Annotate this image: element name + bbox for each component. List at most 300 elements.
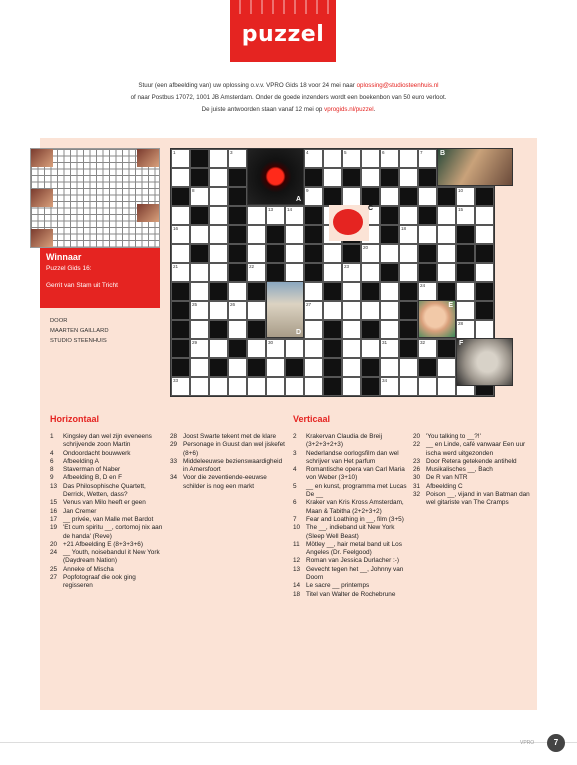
grid-block (190, 206, 209, 225)
clue-number: 6 (293, 499, 297, 507)
grid-cell[interactable] (304, 149, 323, 168)
grid-block (456, 263, 475, 282)
winner-name: Gerrit van Stam uit Tricht (46, 282, 118, 289)
grid-cell[interactable] (418, 377, 437, 396)
clue-number: 25 (50, 565, 58, 573)
puzzle-site-link[interactable]: vprogids.nl/puzzel (324, 106, 374, 113)
vertical-heading: Verticaal (293, 414, 331, 424)
grid-block (323, 282, 342, 301)
grid-cell[interactable] (380, 244, 399, 263)
grid-cell[interactable] (399, 244, 418, 263)
grid-cell[interactable] (437, 225, 456, 244)
grid-cell[interactable] (475, 263, 494, 282)
clue-text: __ en kunst, programma met Lucas De __ (306, 482, 407, 499)
photo-label-d: D (295, 329, 301, 336)
clue-item (413, 458, 533, 466)
grid-cell[interactable] (437, 244, 456, 263)
grid-block (304, 244, 323, 263)
grid-cell[interactable] (418, 187, 437, 206)
clue-text: Kingsley dan wel zijn eveneens schrijvende zoon Martin (63, 433, 152, 449)
grid-cell[interactable] (285, 339, 304, 358)
photo-label-b: B (440, 150, 446, 157)
grid-cell[interactable] (228, 149, 247, 168)
clue-number: 23 (344, 264, 350, 269)
grid-cell[interactable] (190, 320, 209, 339)
clue-item (293, 466, 408, 483)
clue-text: Kraker van Kris Kross Amsterdam, Maan & Tabitha (2+2+3+2) (306, 499, 404, 515)
grid-cell[interactable] (342, 377, 361, 396)
grid-block (266, 244, 285, 263)
clue-item (293, 566, 408, 583)
grid-block (209, 358, 228, 377)
grid-cell[interactable] (380, 149, 399, 168)
clue-number: 10 (293, 524, 301, 532)
grid-block (418, 206, 437, 225)
grid-block (247, 282, 266, 301)
grid-block (323, 320, 342, 339)
grid-cell[interactable] (247, 301, 266, 320)
clue-number: 12 (293, 557, 301, 565)
grid-block (361, 358, 380, 377)
clue-item (293, 582, 408, 590)
clue-text: Afbeelding A (63, 457, 99, 465)
red-logo-icon (333, 209, 363, 235)
clue-number: 3 (230, 150, 233, 155)
grid-block (342, 244, 361, 263)
clue-number: 34 (170, 474, 178, 482)
grid-cell[interactable] (456, 301, 475, 320)
grid-block (380, 225, 399, 244)
clue-text: Nederlandse oorlogsfilm dan wel schrijver van Het parfum (306, 449, 399, 465)
grid-cell[interactable] (285, 244, 304, 263)
puzzel-logo: puzzel (230, 0, 336, 62)
grid-block (228, 263, 247, 282)
grid-cell[interactable] (418, 149, 437, 168)
grid-cell[interactable] (228, 282, 247, 301)
previous-photo (137, 149, 159, 167)
clue-number: 24 (420, 283, 426, 288)
vertical-clues-col2 (413, 433, 533, 508)
footer-source: VPRO (520, 740, 535, 746)
grid-block (171, 282, 190, 301)
clue-number: 23 (413, 457, 421, 465)
instructions (40, 80, 537, 116)
grid-cell[interactable] (380, 339, 399, 358)
clue-number: 6 (382, 150, 385, 155)
grid-cell[interactable] (190, 301, 209, 320)
clue-text: 'You talking to __?!' (426, 433, 481, 440)
clue-number: 8 (192, 188, 195, 193)
clue-item (50, 566, 165, 574)
grid-block (323, 377, 342, 396)
clue-number: 33 (173, 378, 179, 383)
grid-block (361, 282, 380, 301)
instructions-line2: of naar Postbus 17072, 1001 JB Amsterdam. Onder de goede inzenders wordt een boekenbon van 50 euro verloot. (130, 94, 447, 101)
grid-block (266, 263, 285, 282)
grid-block (190, 244, 209, 263)
grid-cell[interactable] (361, 339, 380, 358)
grid-cell[interactable] (456, 187, 475, 206)
grid-cell[interactable] (380, 358, 399, 377)
grid-block (418, 168, 437, 187)
grid-cell[interactable] (171, 377, 190, 396)
clue-number: 11 (293, 540, 300, 548)
clue-text: The __, indieband uit New York (Sleep Well Beast) (306, 524, 395, 540)
grid-cell[interactable] (456, 320, 475, 339)
grid-cell[interactable] (361, 263, 380, 282)
instructions-line3-end: . (373, 106, 376, 113)
previous-photo (31, 189, 53, 207)
grid-block (323, 358, 342, 377)
grid-block (437, 282, 456, 301)
photo-label-e: E (448, 302, 453, 309)
clue-item (293, 524, 408, 541)
grid-cell[interactable] (418, 339, 437, 358)
grid-cell[interactable] (247, 377, 266, 396)
grid-block (285, 358, 304, 377)
grid-block (361, 187, 380, 206)
grid-block (475, 244, 494, 263)
grid-cell[interactable] (285, 377, 304, 396)
clue-number: 13 (50, 482, 58, 490)
clue-number: 20 (413, 433, 421, 440)
grid-block (190, 149, 209, 168)
vertical-clues-col1 (293, 433, 408, 599)
clue-number: 29 (170, 441, 178, 449)
grid-cell[interactable] (285, 263, 304, 282)
clue-text: De R van NTR (426, 474, 468, 482)
clue-number: 28 (458, 321, 464, 326)
grid-cell[interactable] (323, 244, 342, 263)
grid-block (475, 301, 494, 320)
grid-cell[interactable] (399, 225, 418, 244)
clue-text: Ondoordacht bouwwerk (63, 449, 131, 457)
grid-cell[interactable] (304, 320, 323, 339)
clue-number: 16 (173, 226, 179, 231)
grid-cell[interactable] (323, 263, 342, 282)
horizontal-clues-col2 (170, 433, 285, 491)
clue-number: 6 (50, 457, 54, 465)
clue-item (293, 483, 408, 500)
clue-text: Jan Cremer (63, 507, 97, 515)
clue-number: 5 (344, 150, 347, 155)
grid-cell[interactable] (380, 320, 399, 339)
grid-block (209, 320, 228, 339)
grid-cell[interactable] (228, 358, 247, 377)
grid-cell[interactable] (190, 339, 209, 358)
grid-cell[interactable] (323, 149, 342, 168)
grid-cell[interactable] (380, 377, 399, 396)
grid-cell[interactable] (304, 187, 323, 206)
grid-block (399, 301, 418, 320)
grid-cell[interactable] (209, 225, 228, 244)
winner-subtitle: Puzzel Gids 16: (46, 265, 92, 272)
grid-cell[interactable] (361, 244, 380, 263)
clue-item (50, 466, 165, 474)
credits-by: DOOR (50, 318, 68, 324)
grid-cell[interactable] (399, 168, 418, 187)
clue-text: Voor die zeventiende-eeuwse schilder is nog een markt (183, 474, 267, 490)
grid-block (228, 225, 247, 244)
photo-a-hal-eye (247, 148, 304, 205)
clue-number: 1 (173, 150, 176, 155)
grid-cell[interactable] (399, 377, 418, 396)
grid-cell[interactable] (209, 206, 228, 225)
grid-cell[interactable] (190, 187, 209, 206)
grid-cell[interactable] (209, 168, 228, 187)
clue-number: 33 (170, 457, 178, 465)
grid-cell[interactable] (380, 301, 399, 320)
clue-item (413, 466, 533, 474)
clue-number: 20 (363, 245, 369, 250)
clue-number: 17 (50, 515, 58, 523)
clue-text: Staverman of Naber (63, 466, 121, 474)
clue-number: 27 (50, 574, 58, 582)
grid-block (323, 339, 342, 358)
clue-text: Afbeelding B, D en F (63, 474, 122, 482)
grid-cell[interactable] (266, 377, 285, 396)
grid-block (228, 206, 247, 225)
grid-cell[interactable] (475, 320, 494, 339)
clue-item (50, 524, 165, 541)
grid-cell[interactable] (171, 225, 190, 244)
grid-cell[interactable] (209, 187, 228, 206)
clue-text: Gevecht tegen het __, Johnny van Doorn (306, 565, 404, 582)
clue-item (413, 483, 533, 491)
grid-cell[interactable] (209, 149, 228, 168)
clue-number: 24 (50, 549, 58, 557)
clue-number: 22 (249, 264, 255, 269)
winner-box (40, 248, 160, 308)
grid-cell[interactable] (418, 282, 437, 301)
clue-number: 5 (293, 482, 297, 490)
grid-block (361, 320, 380, 339)
grid-cell[interactable] (171, 149, 190, 168)
grid-block (399, 339, 418, 358)
clue-text: Personage in Guust dan wel jiskefet (8+6) (183, 441, 285, 457)
grid-cell[interactable] (304, 282, 323, 301)
grid-cell[interactable] (190, 377, 209, 396)
grid-cell[interactable] (342, 149, 361, 168)
clue-item (293, 557, 408, 565)
grid-block (399, 320, 418, 339)
clue-text: Fear and Loathing in __, film (3+5) (306, 515, 404, 523)
grid-cell[interactable] (209, 377, 228, 396)
grid-cell[interactable] (456, 282, 475, 301)
grid-cell[interactable] (190, 358, 209, 377)
credits (50, 316, 109, 346)
clue-number: 21 (173, 264, 179, 269)
grid-cell[interactable] (342, 282, 361, 301)
grid-cell[interactable] (342, 263, 361, 282)
clue-number: 20 (50, 540, 58, 548)
photo-f-sculpture (456, 338, 513, 386)
grid-cell[interactable] (342, 339, 361, 358)
clue-text: Romantische opera van Carl Maria von Weber (3+10) (306, 466, 405, 482)
grid-block (475, 282, 494, 301)
grid-cell[interactable] (437, 206, 456, 225)
clue-text: Musikalisches __, Bach (426, 466, 493, 474)
clue-number: 14 (293, 582, 301, 590)
grid-cell[interactable] (361, 168, 380, 187)
grid-cell[interactable] (323, 301, 342, 320)
grid-cell[interactable] (380, 187, 399, 206)
grid-block (456, 244, 475, 263)
clue-item (293, 433, 408, 450)
clue-text: Das Philosophische Quartett, Derrick, Wetten, dass? (63, 482, 146, 499)
grid-block (380, 168, 399, 187)
clue-text: Krakervan Claudia de Breij (3+2+3+2+3) (306, 433, 383, 449)
grid-cell[interactable] (190, 225, 209, 244)
grid-cell[interactable] (247, 263, 266, 282)
grid-block (418, 263, 437, 282)
clue-text: Joost Swarte tekent met de klare (183, 433, 277, 440)
grid-cell[interactable] (171, 244, 190, 263)
grid-cell[interactable] (266, 206, 285, 225)
grid-cell[interactable] (475, 225, 494, 244)
horizontal-clues-col1 (50, 433, 165, 591)
clue-text: Le sacre __ printemps (306, 582, 370, 590)
instructions-line1: Stuur (een afbeelding van) uw oplossing o.v.v. VPRO Gids 18 voor 24 mei naar (138, 82, 357, 89)
grid-cell[interactable] (437, 263, 456, 282)
clue-number: 18 (401, 226, 407, 231)
previous-photo (31, 149, 53, 167)
clue-text: __ privée, van Malle met Bardot (63, 515, 154, 523)
grid-cell[interactable] (399, 263, 418, 282)
grid-block (247, 358, 266, 377)
clue-number: 2 (293, 433, 297, 440)
grid-block (304, 263, 323, 282)
clue-number: 30 (413, 474, 421, 482)
grid-cell[interactable] (342, 187, 361, 206)
grid-cell[interactable] (209, 301, 228, 320)
grid-block (437, 187, 456, 206)
grid-cell[interactable] (475, 206, 494, 225)
clue-number: 18 (293, 590, 301, 598)
grid-block (437, 339, 456, 358)
horizontal-heading: Horizontaal (50, 414, 100, 424)
clue-text: Titel van Walter de Rochebrune (306, 590, 396, 598)
clue-number: 30 (268, 340, 274, 345)
grid-block (323, 187, 342, 206)
clue-item (413, 433, 533, 441)
instructions-line3: De juiste antwoorden staan vanaf 12 mei op (201, 106, 325, 113)
grid-cell[interactable] (228, 320, 247, 339)
grid-block (456, 225, 475, 244)
clue-number: 7 (293, 515, 297, 523)
grid-cell[interactable] (304, 358, 323, 377)
grid-cell[interactable] (266, 358, 285, 377)
grid-cell[interactable] (361, 301, 380, 320)
clue-number: 31 (413, 482, 421, 490)
grid-cell[interactable] (285, 206, 304, 225)
grid-cell[interactable] (323, 168, 342, 187)
grid-cell[interactable] (171, 168, 190, 187)
clue-item (170, 433, 285, 441)
clue-item (50, 508, 165, 516)
grid-cell[interactable] (456, 206, 475, 225)
photo-d-building (266, 281, 304, 338)
clue-text: Venus van Milo heeft er geen (63, 499, 146, 507)
grid-cell[interactable] (418, 225, 437, 244)
grid-cell[interactable] (171, 263, 190, 282)
grid-cell[interactable] (285, 225, 304, 244)
grid-cell[interactable] (209, 339, 228, 358)
clue-number: 32 (413, 491, 421, 499)
clue-item (293, 516, 408, 524)
email-link[interactable]: oplossing@studiosteenhuis.nl (356, 82, 439, 89)
grid-block (380, 263, 399, 282)
grid-cell[interactable] (304, 339, 323, 358)
clue-number: 34 (382, 378, 388, 383)
grid-cell[interactable] (247, 339, 266, 358)
clue-item (293, 591, 408, 599)
clue-item (170, 474, 285, 491)
grid-cell[interactable] (247, 244, 266, 263)
grid-block (304, 225, 323, 244)
grid-block (342, 168, 361, 187)
grid-cell[interactable] (304, 301, 323, 320)
clue-item (50, 516, 165, 524)
grid-cell[interactable] (399, 149, 418, 168)
clue-number: 1 (50, 433, 54, 440)
clue-number: 7 (420, 150, 423, 155)
grid-cell[interactable] (380, 282, 399, 301)
grid-block (228, 187, 247, 206)
grid-cell[interactable] (247, 206, 266, 225)
photo-c-logo (329, 205, 373, 241)
grid-cell[interactable] (228, 377, 247, 396)
clue-item (50, 458, 165, 466)
clue-number: 9 (306, 188, 309, 193)
grid-cell[interactable] (209, 263, 228, 282)
grid-cell[interactable] (190, 282, 209, 301)
grid-cell[interactable] (437, 358, 456, 377)
grid-cell[interactable] (342, 301, 361, 320)
grid-cell[interactable] (209, 244, 228, 263)
grid-cell[interactable] (247, 225, 266, 244)
grid-block (380, 206, 399, 225)
clue-item (50, 499, 165, 507)
grid-block (418, 244, 437, 263)
grid-block (304, 206, 323, 225)
grid-cell[interactable] (190, 263, 209, 282)
credits-author: MAARTEN GAILLARD (50, 328, 109, 334)
grid-cell[interactable] (342, 358, 361, 377)
clue-number: 31 (382, 340, 388, 345)
clue-number: 4 (50, 449, 54, 457)
grid-cell[interactable] (342, 320, 361, 339)
grid-cell[interactable] (228, 301, 247, 320)
grid-cell[interactable] (304, 377, 323, 396)
clue-item (50, 541, 165, 549)
clue-number: 4 (293, 466, 297, 474)
grid-cell[interactable] (399, 358, 418, 377)
grid-block (228, 244, 247, 263)
clue-text: Anneke of Mischa (63, 565, 114, 573)
grid-cell[interactable] (399, 206, 418, 225)
previous-photo (137, 204, 159, 222)
grid-cell[interactable] (171, 206, 190, 225)
clue-number: 15 (50, 499, 58, 507)
grid-cell[interactable] (437, 377, 456, 396)
grid-cell[interactable] (266, 339, 285, 358)
grid-cell[interactable] (361, 149, 380, 168)
page-number: 7 (547, 734, 565, 752)
clue-text: Afbeelding C (426, 482, 463, 490)
clue-text: Middeleeuwse bezienswaardigheid in Amersfoort (183, 457, 283, 474)
clue-item (293, 450, 408, 467)
